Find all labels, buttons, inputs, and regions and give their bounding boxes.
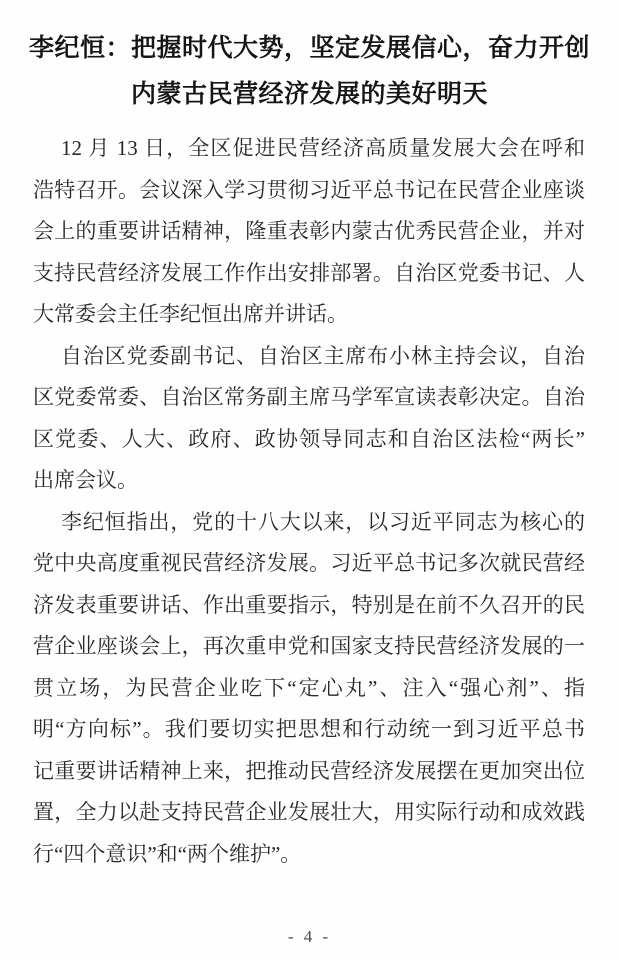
document-title-line1: 李纪恒：把握时代大势，坚定发展信心，奋力开创 — [28, 34, 590, 62]
text-line: 支持民营经济发展工作作出安排部署。自治区党委书记、人 — [33, 260, 585, 285]
text-line: 营企业座谈会上，再次重申党和国家支持民营经济发展的一 — [33, 634, 585, 658]
text-line: 自治区党委副书记、自治区主席布小林主持会议，自治 — [61, 343, 585, 368]
text-line: 党中央高度重视民营经济发展。习近平总书记多次就民营经 — [33, 551, 585, 575]
text-line: 李纪恒指出，党的十八大以来，以习近平同志为核心的 — [61, 509, 585, 534]
paragraph-1 — [33, 128, 585, 336]
document-body — [33, 128, 585, 875]
text-line: 济发表重要讲话、作出重要指示，特别是在前不久召开的民 — [33, 592, 585, 617]
text-line: 会上的重要讲话精神，隆重表彰内蒙古优秀民营企业，并对 — [33, 219, 585, 243]
text-line: 浩特召开。会议深入学习贯彻习近平总书记在民营企业座谈 — [33, 177, 585, 202]
text-line: 置，全力以赴支持民营企业发展壮大，用实际行动和成效践 — [33, 800, 585, 824]
text-line: 区党委常委、自治区常务副主席马学军宣读表彰决定。自治 — [33, 385, 585, 409]
text-line: 出席会议。 — [33, 468, 138, 492]
text-line: 记重要讲话精神上来，把推动民营经济发展摆在更加突出位 — [33, 758, 585, 783]
text-line: 区党委、人大、政府、政协领导同志和自治区法检“两长” — [33, 426, 585, 451]
text-line: 大常委会主任李纪恒出席并讲话。 — [33, 302, 348, 326]
text-line: 12 月 13 日，全区促进民营经济高质量发展大会在呼和 — [61, 136, 585, 160]
text-line: 明“方向标”。我们要切实把思想和行动统一到习近平总书 — [33, 717, 585, 741]
document-title-line2: 内蒙古民营经济发展的美好明天 — [130, 80, 488, 108]
document-title — [0, 25, 619, 117]
text-line: 行“四个意识”和“两个维护”。 — [33, 841, 302, 866]
text-line: 贯立场，为民营企业吃下“定心丸”、注入“强心剂”、指 — [33, 675, 585, 700]
page-number: - 4 - — [287, 927, 332, 946]
paragraph-2 — [33, 336, 585, 502]
paragraph-3 — [33, 502, 585, 876]
